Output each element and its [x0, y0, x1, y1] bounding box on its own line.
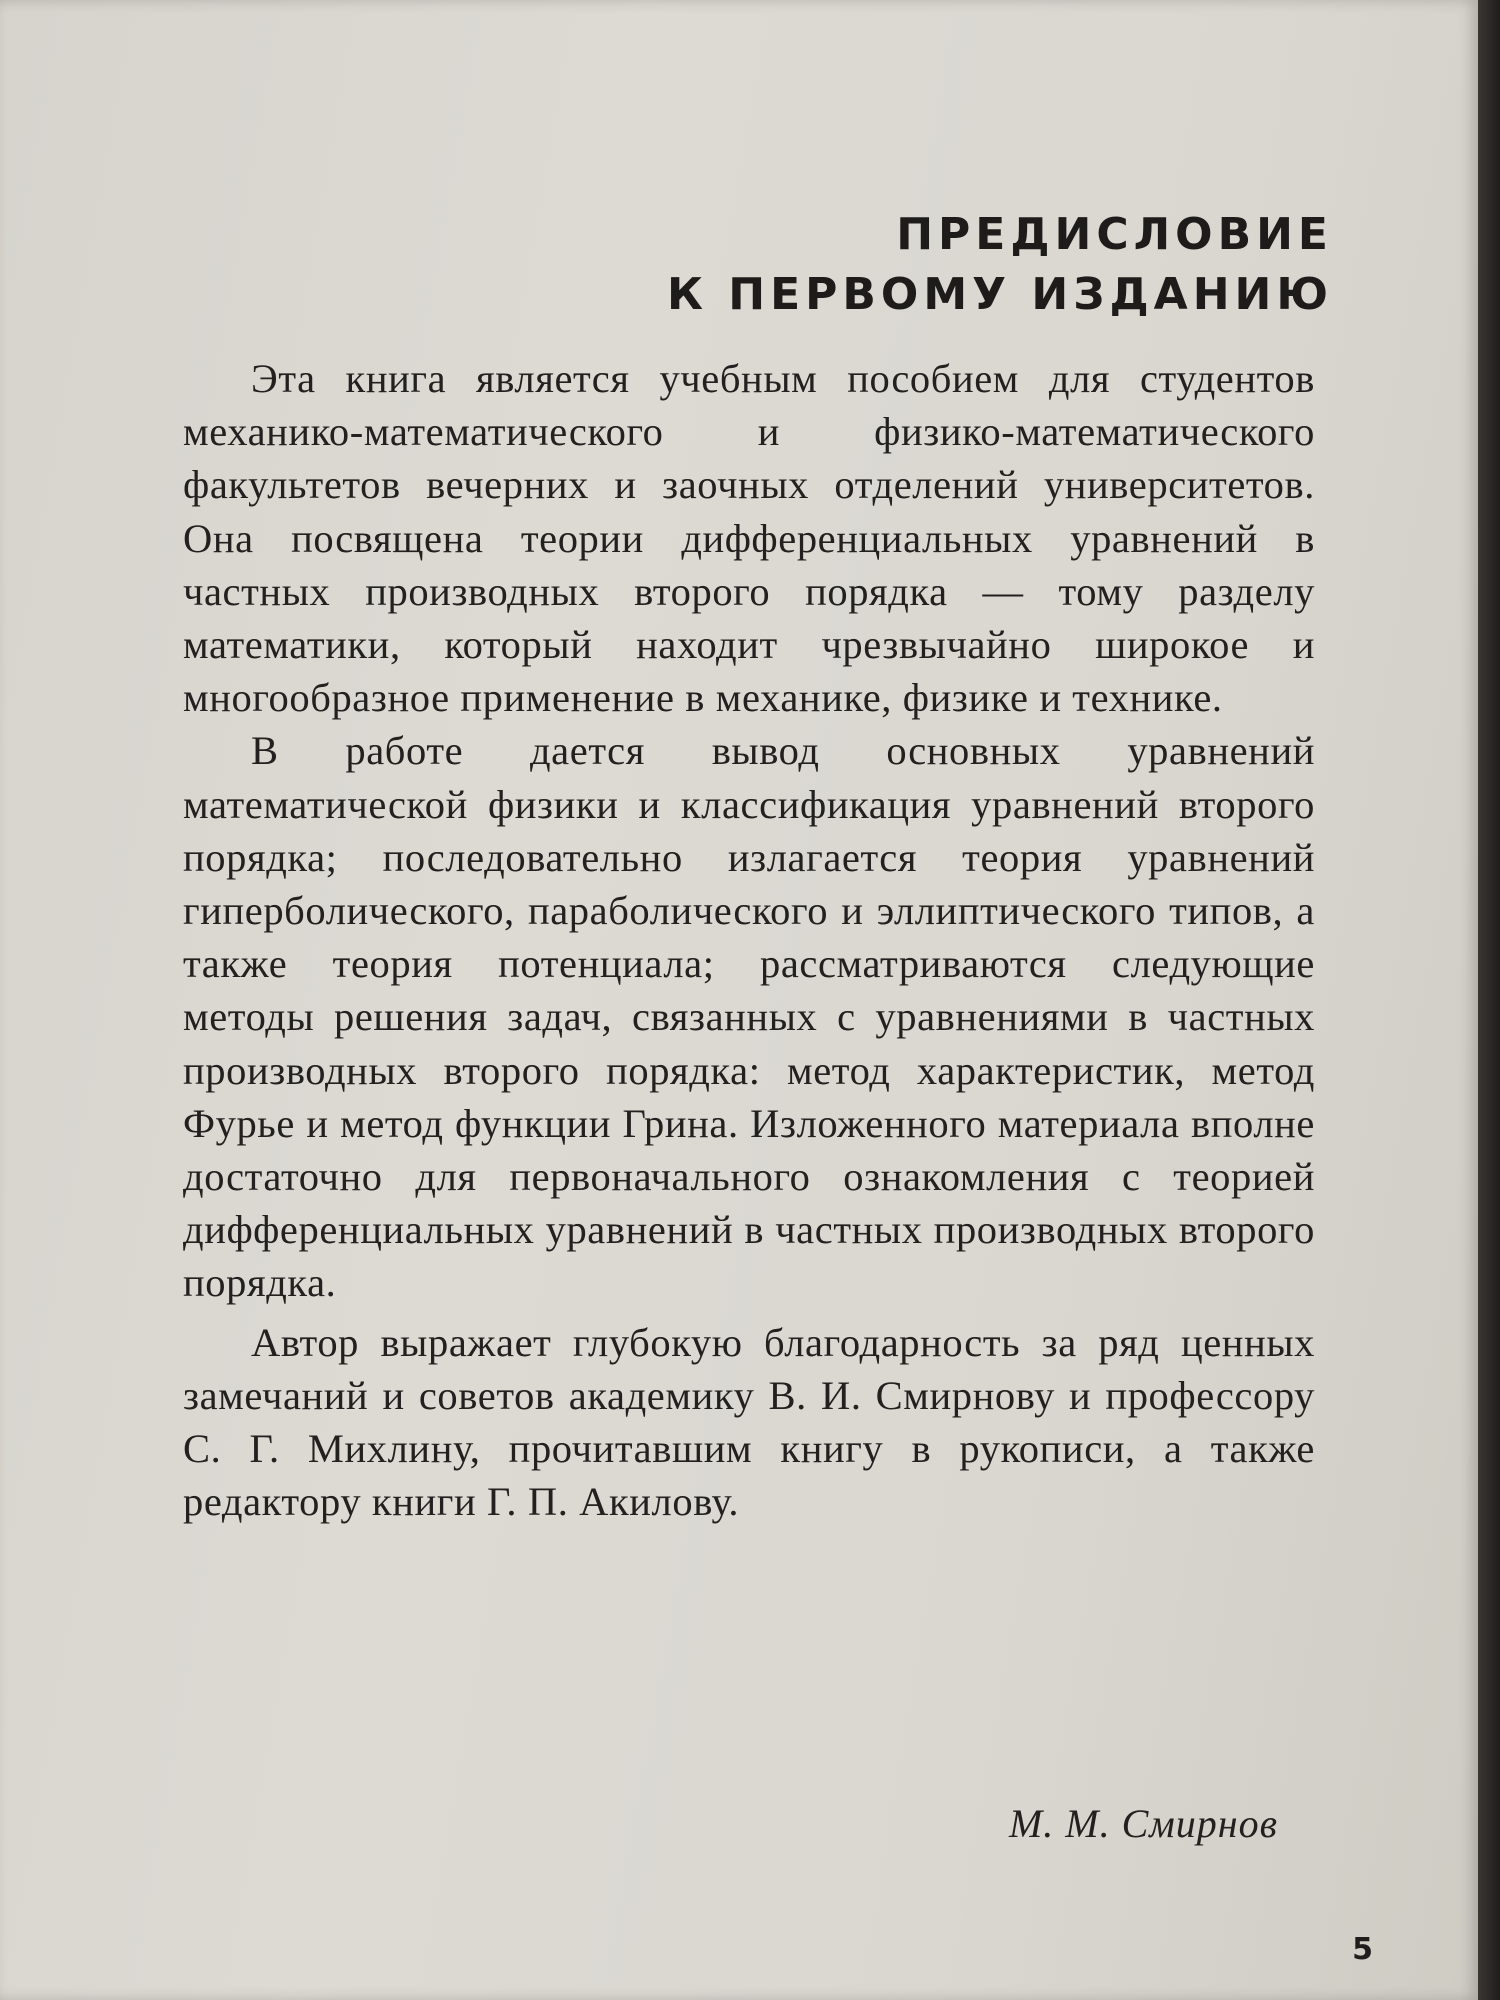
heading-line-1: ПРЕДИСЛОВИЕ — [896, 209, 1333, 260]
preface-body — [183, 352, 1315, 1528]
paragraph-2: В работе дается вывод основных уравнений математической физики и классификация уравнений второго порядка; последовательно излагается теория уравнений гиперболического, параболического и эллиптического типов, а также теория потенциала; рассматриваются следующие методы решения задач, связанных с уравнениями в частных производных второго порядка: метод характеристик, метод Фурье и метод функции Грина. Изложенного материала вполне достаточно для первоначального ознакомления с теорией дифференциальных уравнений в частных производных второго порядка. — [183, 728, 1315, 1306]
paragraph-1: Эта книга является учебным пособием для студентов механико-математического и физико-математического факультетов вечерних и заочных отделений университетов. Она посвящена теории дифференциальных уравнений в частных производных второго порядка — тому разделу математики, который находит чрезвычайно широкое и многообразное применение в механике, физике и технике. — [183, 356, 1315, 721]
author-signature: М. М. Смирнов — [1008, 1801, 1278, 1846]
preface-heading — [667, 205, 1333, 325]
paragraph-3: Автор выражает глубокую благодарность за ряд ценных замечаний и советов академику В. И. Смирнову и профессору С. Г. Михлину, прочитавшим книгу в рукописи, а также редактору книги Г. П. Акилову. — [183, 1319, 1315, 1525]
book-spine-edge — [1478, 0, 1500, 2000]
page-number: 5 — [1352, 1932, 1373, 1967]
heading-line-2: К ПЕРВОМУ ИЗДАНИЮ — [666, 269, 1333, 320]
